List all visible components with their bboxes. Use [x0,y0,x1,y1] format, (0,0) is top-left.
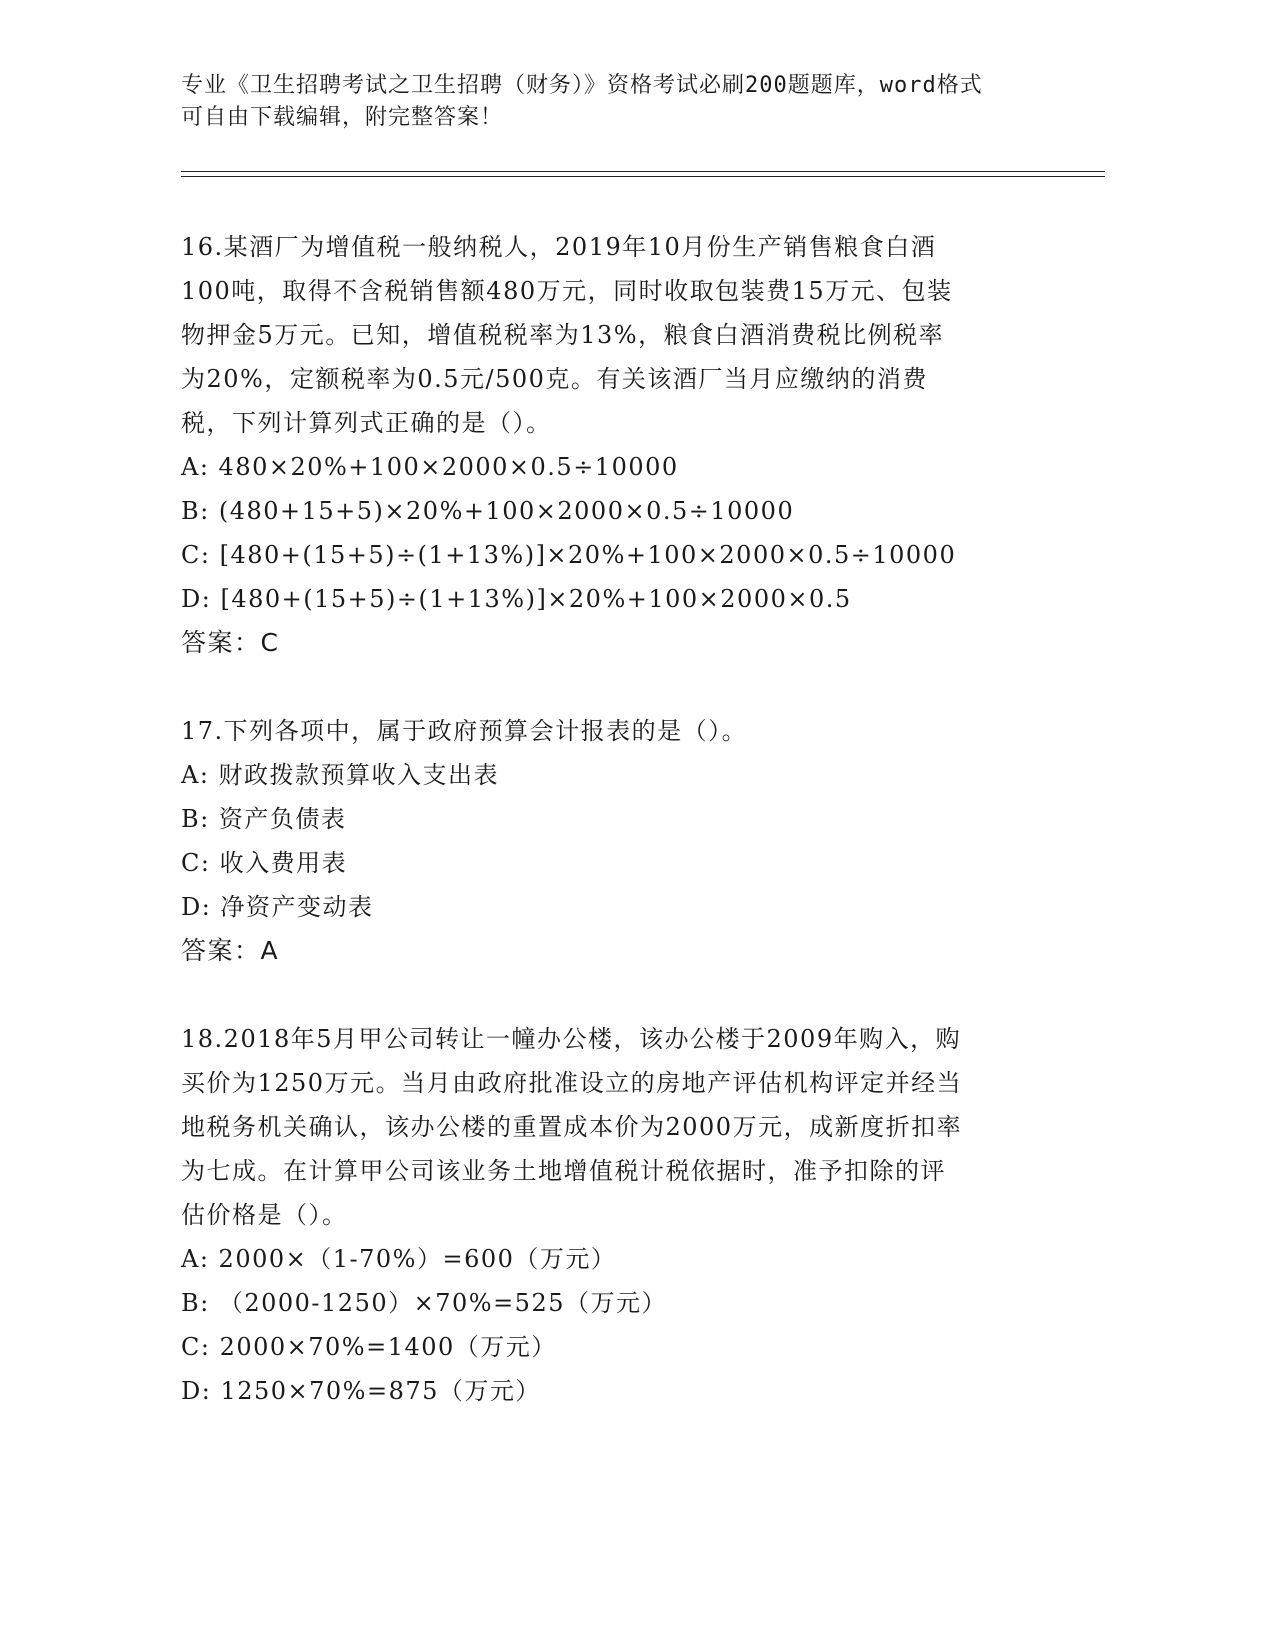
option-d: D: 净资产变动表 [181,893,374,921]
question-stem-line: 为20%，定额税率为0.5元/500克。有关该酒厂当月应缴纳的消费 [181,365,928,393]
question-spacer [181,973,1081,1017]
option-a: A: 2000×（1-70%）=600（万元） [181,1245,617,1273]
question-spacer [181,665,1081,709]
header-title-line-2: 可自由下载编辑，附完整答案！ [181,105,504,130]
question-stem-line: 物押金5万元。已知，增值税税率为13%，粮食白酒消费税比例税率 [181,321,945,349]
question-17 [181,709,1081,973]
header-title-line-1: 专业《卫生招聘考试之卫生招聘（财务）》资格考试必刷200题题库，word格式 [181,73,983,98]
question-stem-line: 估价格是（）。 [181,1201,348,1229]
option-b: B: (480+15+5)×20%+100×2000×0.5÷10000 [181,497,795,525]
option-d: D: [480+(15+5)÷(1+13%)]×20%+100×2000×0.5 [181,585,852,613]
question-stem-line: 17.下列各项中，属于政府预算会计报表的是（）。 [181,717,748,745]
answer-line: 答案：C [181,628,280,657]
question-stem-line: 税，下列计算列式正确的是（）。 [181,409,552,437]
question-stem-line: 买价为1250万元。当月由政府批准设立的房地产评估机构评定并经当 [181,1069,963,1097]
question-stem-line: 16.某酒厂为增值税一般纳税人，2019年10月份生产销售粮食白酒 [181,233,937,261]
document-header [181,70,1031,134]
header-divider-bottom [181,176,1105,177]
question-stem-line: 100吨，取得不含税销售额480万元，同时收取包装费15万元、包装 [181,277,953,305]
option-c: C: 收入费用表 [181,849,348,877]
option-a: A: 480×20%+100×2000×0.5÷10000 [181,453,679,481]
answer-line: 答案：A [181,936,280,965]
question-list [181,225,1081,1413]
question-18 [181,1017,1081,1413]
option-a: A: 财政拨款预算收入支出表 [181,761,500,789]
option-d: D: 1250×70%=875（万元） [181,1377,541,1405]
question-stem-line: 为七成。在计算甲公司该业务土地增值税计税依据时，准予扣除的评 [181,1157,946,1185]
option-c: C: 2000×70%=1400（万元） [181,1333,557,1361]
option-b: B: 资产负债表 [181,805,347,833]
header-divider-top [181,171,1105,172]
question-stem-line: 18.2018年5月甲公司转让一幢办公楼，该办公楼于2009年购入，购 [181,1025,962,1053]
option-b: B: （2000-1250）×70%=525（万元） [181,1289,667,1317]
question-stem-line: 地税务机关确认，该办公楼的重置成本价为2000万元，成新度折扣率 [181,1113,963,1141]
option-c: C: [480+(15+5)÷(1+13%)]×20%+100×2000×0.5÷10000 [181,541,957,569]
question-16 [181,225,1081,665]
